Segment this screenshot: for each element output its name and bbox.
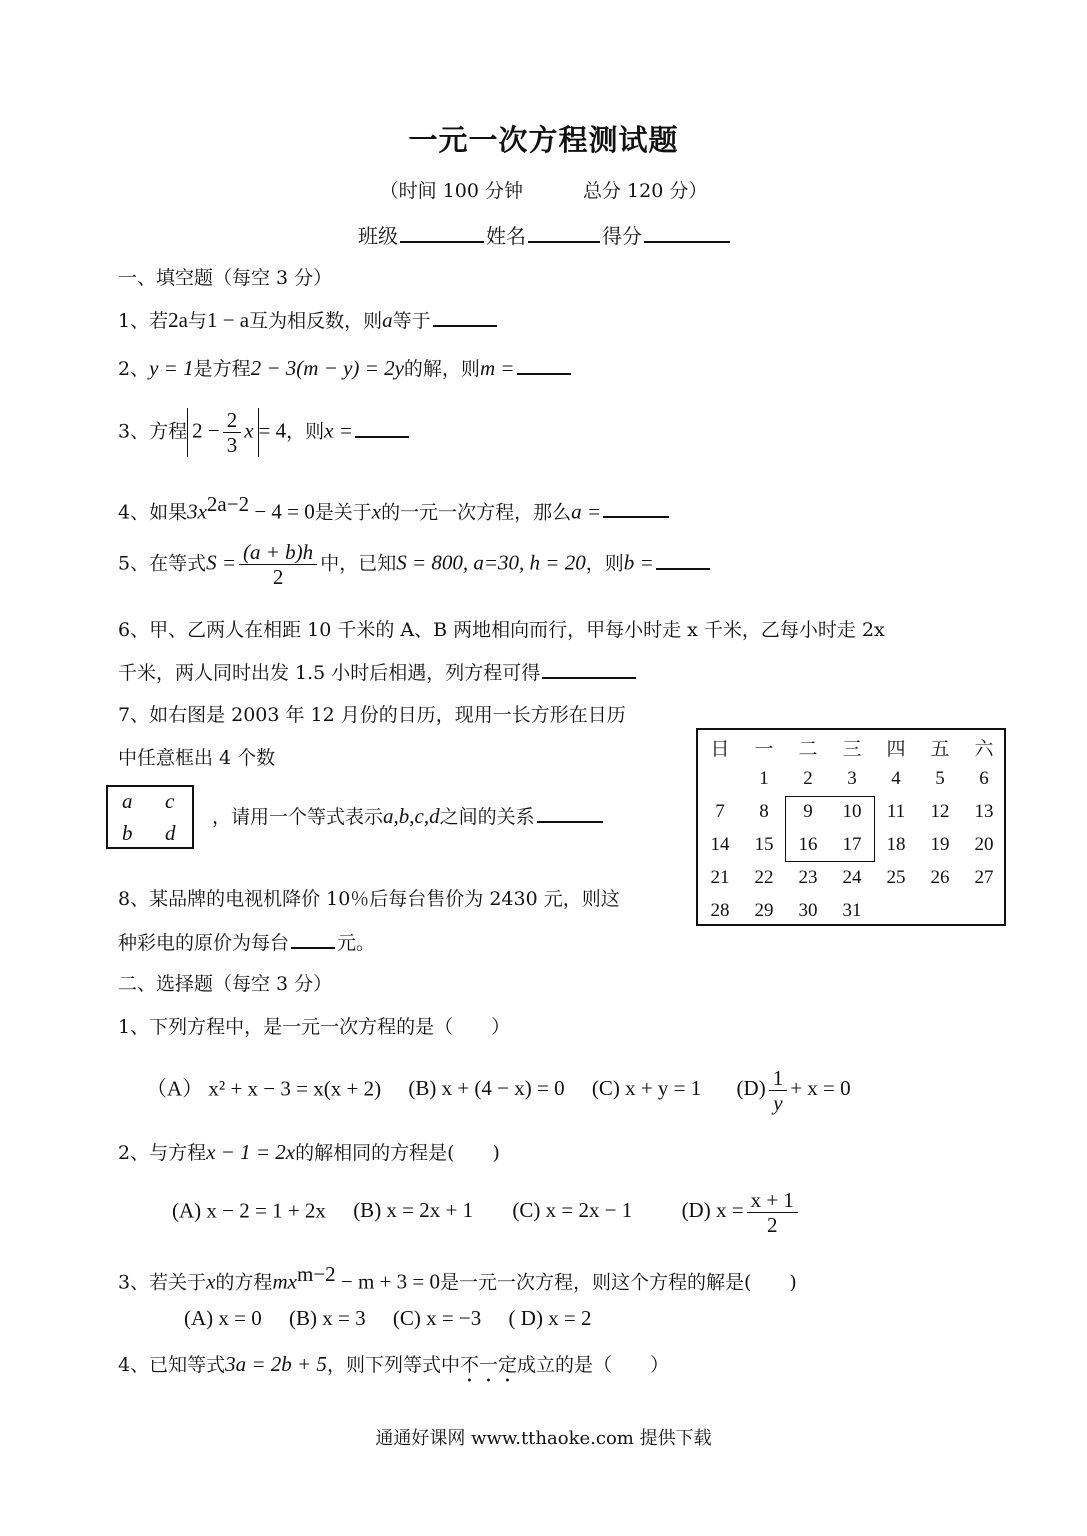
q-text: 互为相反数，则: [249, 310, 383, 332]
calendar-day: 30: [798, 900, 818, 921]
option-d: [736, 1066, 851, 1116]
question-1-7-line1: 7、如右图是 2003 年 12 月份的日历，现用一长方形在日历: [118, 704, 626, 726]
q-text: 的解相同的方程是( ): [295, 1142, 500, 1164]
option-b: (B) x + (4 − x) = 0: [408, 1076, 565, 1101]
q-text: 2、: [118, 358, 150, 380]
q-text: 等于: [392, 310, 431, 332]
option-b: (B) x = 3: [289, 1306, 366, 1330]
q-math: − 4 = 0: [249, 499, 315, 524]
question-2-3: [118, 1262, 797, 1294]
question-1-6-line1: 6、甲、乙两人在相距 10 千米的 A、B 两地相向而行，甲每小时走 x 千米，乙每小时走 2x: [118, 619, 885, 641]
question-1-2: [118, 354, 573, 381]
option-c: (C) x + y = 1: [591, 1076, 702, 1101]
calendar-day: 13: [974, 801, 994, 822]
calendar-day: 7: [715, 801, 725, 822]
class-field[interactable]: [400, 223, 484, 243]
q-text: 2、与方程: [118, 1142, 207, 1164]
q-math: a: [382, 308, 393, 332]
fraction-denominator: 2: [766, 1213, 778, 1238]
question-2-1: 1、下列方程中，是一元一次方程的是（ ）: [118, 1016, 511, 1038]
question-2-2-options: [172, 1188, 801, 1237]
option-c: (C) x = 2x − 1: [512, 1198, 633, 1223]
fraction-denominator: 3: [226, 433, 238, 458]
q-text: 是方程: [193, 358, 251, 380]
answer-blank[interactable]: [542, 659, 636, 679]
option-a: (A) x = 0: [184, 1306, 262, 1330]
class-label: 班级: [358, 224, 398, 248]
question-1-6-line2: [118, 658, 638, 685]
footer-credit: 通通好课网 www.tthaoke.com 提供下载: [375, 1428, 712, 1449]
page-title: 一元一次方程测试题: [408, 123, 679, 157]
q-math: x: [371, 499, 382, 524]
calendar-day: 6: [979, 768, 989, 789]
absolute-value-expression: [187, 408, 258, 457]
q-text: 千米，两人同时出发 1.5 小时后相遇，列方程可得: [118, 662, 541, 684]
calendar-day: 27: [974, 867, 994, 888]
q-text: ，则: [585, 552, 624, 575]
q-text: 中，已知: [320, 552, 397, 575]
fraction-numerator: x + 1: [747, 1188, 798, 1213]
calendar-weekday-header: 四: [886, 739, 906, 760]
calendar-day: 31: [842, 900, 862, 921]
q-math: x − 1 = 2x: [206, 1140, 296, 1164]
q-math: mx: [272, 1269, 297, 1294]
option-label: (D): [736, 1076, 766, 1101]
q-text: 3、若关于: [118, 1271, 207, 1294]
answer-blank[interactable]: [433, 307, 497, 327]
option-math: + x = 0: [790, 1076, 851, 1101]
q-text: ，请用一个等式表示: [212, 806, 384, 828]
q-math: x: [244, 418, 254, 443]
question-1-7-line3: [212, 802, 605, 829]
exponent: m−2: [296, 1262, 336, 1286]
q-text: ，则下列等式中: [326, 1354, 460, 1376]
calendar-day: 20: [974, 834, 994, 855]
q-text: 的解，则: [403, 358, 480, 380]
exam-meta: [0, 176, 1087, 203]
option-c: (C) x = −3: [392, 1306, 482, 1330]
question-1-7-line2: 中任意框出 4 个数: [118, 747, 276, 769]
answer-blank[interactable]: [537, 803, 603, 823]
time-limit: （时间 100 分钟: [379, 180, 523, 202]
calendar-day: 21: [710, 867, 730, 888]
calendar-day: 1: [759, 768, 769, 789]
q-math: − m + 3 = 0: [335, 1269, 440, 1294]
q-math: S = 800, a=30, h = 20: [396, 550, 586, 575]
question-2-4: [118, 1350, 669, 1387]
calendar-day: 18: [886, 834, 906, 855]
name-field[interactable]: [528, 223, 600, 243]
answer-blank[interactable]: [355, 418, 409, 438]
box-var-b: b: [122, 821, 133, 845]
q-text: 4、已知等式: [118, 1354, 226, 1376]
option-a: (A) x − 2 = 1 + 2x: [172, 1198, 326, 1223]
calendar-day: 26: [930, 867, 950, 888]
q-text: 4、如果: [118, 501, 188, 524]
calendar-day: 29: [754, 900, 774, 921]
calendar-day: 23: [798, 867, 818, 888]
q-text: ，则: [286, 420, 325, 443]
fraction: [239, 540, 317, 589]
box-var-d: d: [165, 821, 176, 845]
calendar-day: 22: [754, 867, 774, 888]
student-info-line: [358, 220, 732, 249]
q-math: = 4: [258, 418, 287, 443]
question-1-4: [118, 492, 671, 524]
score-field[interactable]: [644, 223, 730, 243]
fraction-numerator: 1: [769, 1066, 788, 1091]
question-2-2: [118, 1138, 500, 1165]
question-1-5: [118, 540, 712, 589]
calendar-weekday-header: 六: [974, 739, 994, 760]
q-math: 1 − a: [206, 308, 250, 332]
q-math: a,b,c,d: [383, 804, 440, 828]
calendar-day: 8: [759, 801, 769, 822]
fraction: [747, 1188, 798, 1237]
box-var-c: c: [165, 789, 175, 813]
box-var-a: a: [122, 789, 133, 813]
fraction-denominator: y: [773, 1091, 783, 1116]
q-text: 1、若: [118, 310, 169, 332]
q-text: 种彩电的原价为每台: [118, 932, 290, 954]
calendar-weekday-header: 一: [754, 739, 774, 760]
fraction-numerator: (a + b)h: [239, 540, 317, 565]
q-text: 5、在等式: [118, 552, 207, 575]
calendar-day: 19: [930, 834, 950, 855]
q-math: 3x: [187, 499, 207, 524]
q-math: x: [206, 1269, 216, 1294]
question-1-8-line1: 8、某品牌的电视机降价 10％后每台售价为 2430 元，则这: [118, 888, 620, 910]
calendar-day: 11: [886, 801, 906, 822]
answer-blank[interactable]: [656, 550, 710, 570]
q-text: 与: [187, 310, 207, 332]
option-a: （A） x² + x − 3 = x(x + 2): [146, 1076, 382, 1101]
calendar-day: 5: [935, 768, 945, 789]
q-math: y = 1: [149, 356, 194, 380]
calendar-day: 9: [803, 801, 813, 822]
score-label: 得分: [602, 224, 642, 248]
question-1-3: [118, 408, 411, 457]
q-text: 的方程: [215, 1271, 273, 1294]
option-d: [681, 1188, 801, 1238]
calendar-weekday-header: 二: [798, 739, 818, 760]
calendar-day: 10: [842, 801, 862, 822]
name-label: 姓名: [486, 224, 526, 248]
q-math: x =: [324, 418, 353, 443]
q-math: 3a = 2b + 5: [225, 1352, 327, 1376]
calendar-day: 28: [710, 900, 730, 921]
q-text: 是一元一次方程，则这个方程的解是( ): [440, 1271, 797, 1294]
section1-heading: 一、填空题（每空 3 分）: [118, 267, 333, 289]
question-1-1: [118, 306, 499, 333]
answer-blank[interactable]: [517, 355, 571, 375]
calendar-day: 15: [754, 834, 774, 855]
q-math: b =: [623, 550, 654, 575]
q-text: 是关于: [314, 501, 372, 524]
answer-blank[interactable]: [291, 929, 335, 949]
four-number-box: [106, 785, 194, 849]
calendar-day: 4: [891, 768, 901, 789]
total-score: 总分 120 分）: [583, 180, 708, 202]
q-text: 元。: [337, 932, 376, 954]
question-2-3-options: [184, 1306, 592, 1331]
calendar-day: 24: [842, 867, 862, 888]
calendar-day: 25: [886, 867, 906, 888]
fraction: [223, 408, 242, 457]
q-math: S =: [206, 550, 237, 575]
q-math: m =: [479, 356, 515, 380]
question-1-8-line2: [118, 928, 375, 955]
calendar-weekday-header: 五: [930, 739, 950, 760]
option-label: (D) x =: [681, 1198, 744, 1223]
q-text: 的一元一次方程，那么: [381, 501, 572, 524]
emphasized-text: 不一定: [459, 1354, 517, 1376]
q-math: 2a: [168, 308, 188, 332]
calendar-day: 2: [803, 768, 813, 789]
q-text: 之间的关系: [439, 806, 535, 828]
section2-heading: 二、选择题（每空 3 分）: [118, 973, 333, 995]
calendar-day: 14: [710, 834, 730, 855]
calendar-day: 3: [847, 768, 857, 789]
calendar-weekday-header: 三: [842, 739, 862, 760]
calendar-december-2003: [696, 728, 1006, 926]
q-text: 成立的是（ ）: [516, 1354, 669, 1376]
q-math: 2 − 3(m − y) = 2y: [250, 356, 404, 380]
calendar-weekday-header: 日: [710, 739, 730, 760]
q-math: 2 −: [192, 418, 220, 443]
answer-blank[interactable]: [603, 498, 669, 518]
calendar-day: 17: [842, 834, 862, 855]
q-math: a =: [571, 499, 602, 524]
option-d: ( D) x = 2: [508, 1306, 592, 1330]
exponent: 2a−2: [206, 492, 250, 516]
calendar-day: 16: [798, 834, 818, 855]
q-text: 3、方程: [118, 420, 188, 443]
question-2-1-options: [146, 1066, 851, 1115]
calendar-day: 12: [930, 801, 950, 822]
fraction-denominator: 2: [272, 565, 284, 590]
fraction-numerator: 2: [223, 408, 242, 433]
option-b: (B) x = 2x + 1: [353, 1198, 474, 1223]
fraction: [769, 1066, 788, 1115]
